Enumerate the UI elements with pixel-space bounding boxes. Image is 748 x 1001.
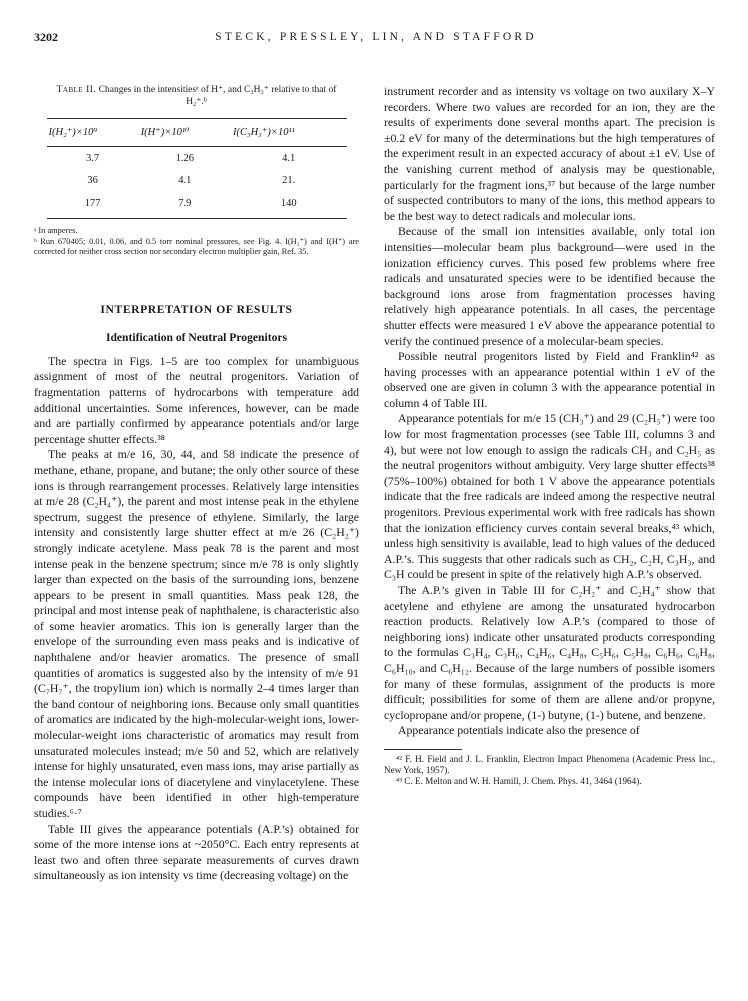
table-caption: [48, 84, 345, 108]
section-heading: INTERPRETATION OF RESULTS: [100, 302, 293, 316]
paragraph: Appearance potentials indicate also the presence of: [398, 723, 640, 738]
table-2: [47, 118, 347, 219]
footnote-rule: [384, 749, 462, 750]
paragraph: instrument recorder and as intensity vs voltage on two auxilary X–Y recorders. Where two values are recorded for an ion, they are the results of experiments done several months apart. The precision is ±0.2 eV for many of the determinations but the high temperatures of the experiment result in an expected accuracy of about ±1 eV. Use of the vanishing current method of analysis may be questionable, particularly for the fragment ions,³⁷ but because of the large number of suspected contributors to many of the ions, this method appears to be the best way to detect radicals and molecular ions.: [384, 84, 715, 223]
paragraph: The A.P.’s given in Table III for C₂H₂⁺ and C₂H₄⁺ show that acetylene and ethylene are among the unsaturated hydrocarbon reaction products. Relatively low A.P.’s (compared to those of neighboring ions) indicate other unsaturated products corresponding to the formulas C₃H₄, C₃H₆, C₄H₆, C₄H₈, C₅H₆, C₅H₈, C₆H₆, C₆H₈, C₆H₁₀, and C₆H₁₂. Because of the large numbers of possible isomers for many of these formulas, assignment of the products is more difficult; possibilities for some of them are allene and/or propyne, cyclopropane and/or propene, (1-) butyne, (1-) butene, and benzene.: [384, 583, 715, 722]
table-cell: 4.1: [178, 175, 192, 187]
running-title: STECK, PRESSLEY, LIN, AND STAFFORD: [215, 31, 537, 43]
paragraph: The peaks at m/e 16, 30, 44, and 58 indicate the presence of methane, ethane, propane, and butane; the only other source of these ions is through rearrangement processes. Relatively large intensities at m/e 28 (C₂H₄⁺), the parent and most intense peak in the ethylene spectrum, suggest the presence of ethylene. Similarly, the large intensity and consistently large shutter effect at m/e 26 (C₂H₂⁺) strongly indicate acetylene. Mass peak 78 is the parent and most intense peak in the benzene spectrum; since m/e 78 is only slightly larger than expected on the basis of the surrounding ions, benzene appears to be present in small quantities. Mass peak 128, the principal and most intense peak of naphthalene, is characteristic also of some heavier aromatics. This ion is generally larger than the envelope of the surrounding even mass peaks and is indicative of naphthalene and/or heavier aromatics. The presence of small quantities of aromatics is suggested also by the intensity of m/e 91 (C₇H₇⁺, the tropylium ion) which is normally 2–4 times larger than the band contour of neighboring ions. Because only small quantities of aromatics are indicated by the high-molecular-weight ions, lower-molecular-weight ions characteristic of aromatics may result from unsaturated molecules instead; m/e 50 and 52, which are relatively intense for highly unsaturated, even mass ions, may arise partially as the intense molecular ions of diacetylene and vinylacetylene. These compounds have been identified in other high-temperature studies.⁶·⁷: [34, 447, 359, 820]
table-header-cell: I(C₃H₃⁺)×10¹¹: [231, 119, 347, 147]
table-cell: 140: [231, 192, 347, 219]
table-note: ᵇ Run 670405; 0.01, 0.06, and 0.5 torr nominal pressures, see Fig. 4. I(H₂⁺) and I(H⁺) are corrected for neither cross section nor secondary electron multiplier gain, Ref. 35.: [34, 236, 359, 257]
table-cell: 4.1: [282, 152, 296, 164]
table-row: [47, 146, 347, 169]
page-header: [34, 30, 718, 50]
table-cell: 3.7: [86, 152, 100, 164]
footnote: ⁴³ C. E. Melton and W. H. Hamill, J. Chem. Phys. 41, 3464 (1964).: [396, 776, 642, 787]
footnote: ⁴² F. H. Field and J. L. Franklin, Electron Impact Phenomena (Academic Press Inc., New York, 1957).: [384, 753, 715, 776]
paragraph: Table III gives the appearance potentials (A.P.’s) obtained for some of the more intense ions at ~2050°C. Each entry represents at least two and often three separate measurements of curves drawn simultaneously as ion intensity vs time (decreasing voltage) on the: [34, 821, 359, 883]
right-column: [384, 84, 715, 788]
table-cell: 36: [87, 175, 98, 187]
table-caption-text: Changes in the intensitiesᵃ of H⁺, and C₃H₃⁺ relative to that of H₂⁺.ᵇ: [98, 85, 337, 107]
paragraph: Because of the small ion intensities available, only total ion intensities—molecular beam plus background—were used in the ionization efficiency curves. This posed few problems where free radicals and unsaturated species were to be identified because the background ions arose from fragmentation processes having relatively high appearance potentials. In all cases, the percentage shutter effects were measured 1 eV above the appearance potential to verify the continued presence of a molecular-beam species.: [384, 224, 715, 348]
subsection-heading: Identification of Neutral Progenitors: [105, 331, 288, 345]
paragraph: Possible neutral progenitors listed by Field and Franklin⁴² as having processes with an appearance potential within 1 eV of the observed one are given in column 3 with the appearance potential in column 4 of Table III.: [384, 349, 715, 410]
table-header-cell: I(H⁺)×10¹⁰: [139, 119, 231, 147]
table-cell: 21.: [282, 175, 296, 187]
table-cell: 7.9: [139, 192, 231, 219]
paragraph: The spectra in Figs. 1–5 are too complex for unambiguous assignment of most of the neutral progenitors. Variation of fragmentation patterns of hydrocarbons with temperature add additional uncertainties. Some inferences, however, can be made and are partially confirmed by appearance potentials and/or large percentage shutter effects.³⁸: [34, 353, 359, 446]
table-header-cell: I(H₂⁺)×10⁹: [47, 119, 139, 147]
table-cell: 1.26: [175, 152, 194, 164]
table-caption-label: Table II.: [56, 85, 97, 95]
left-column: [34, 84, 359, 884]
page-number: 3202: [34, 30, 58, 44]
table-cell: 177: [47, 192, 139, 219]
table-notes: [34, 226, 359, 257]
table-row: [47, 169, 347, 192]
table-note: ᵃ In amperes.: [34, 226, 78, 236]
table-row: [47, 192, 347, 219]
paragraph: Appearance potentials for m/e 15 (CH₃⁺) and 29 (C₂H₅⁺) were too low for most fragmentation processes (see Table III, columns 3 and 4), but were not low enough to assign the radicals CH₃ and C₂H₅ as the neutral progenitors without ambiguity. Very large shutter effects³⁸ (75%–100%) obtained for both 1 V above the appearance potentials indicate that the free radicals are indeed among the respective neutral progenitors. Previous experimental work with free radicals has shown that the ionization efficiency curves contain several breaks,⁴³ which, unless high sensitivity is available, lead to high values of the deduced A.P.’s. This suggests that other radicals such as CH₂, C₂H, C₃H₃, and C₃H could be present in spite of the relatively high A.P.’s observed.: [384, 411, 715, 582]
